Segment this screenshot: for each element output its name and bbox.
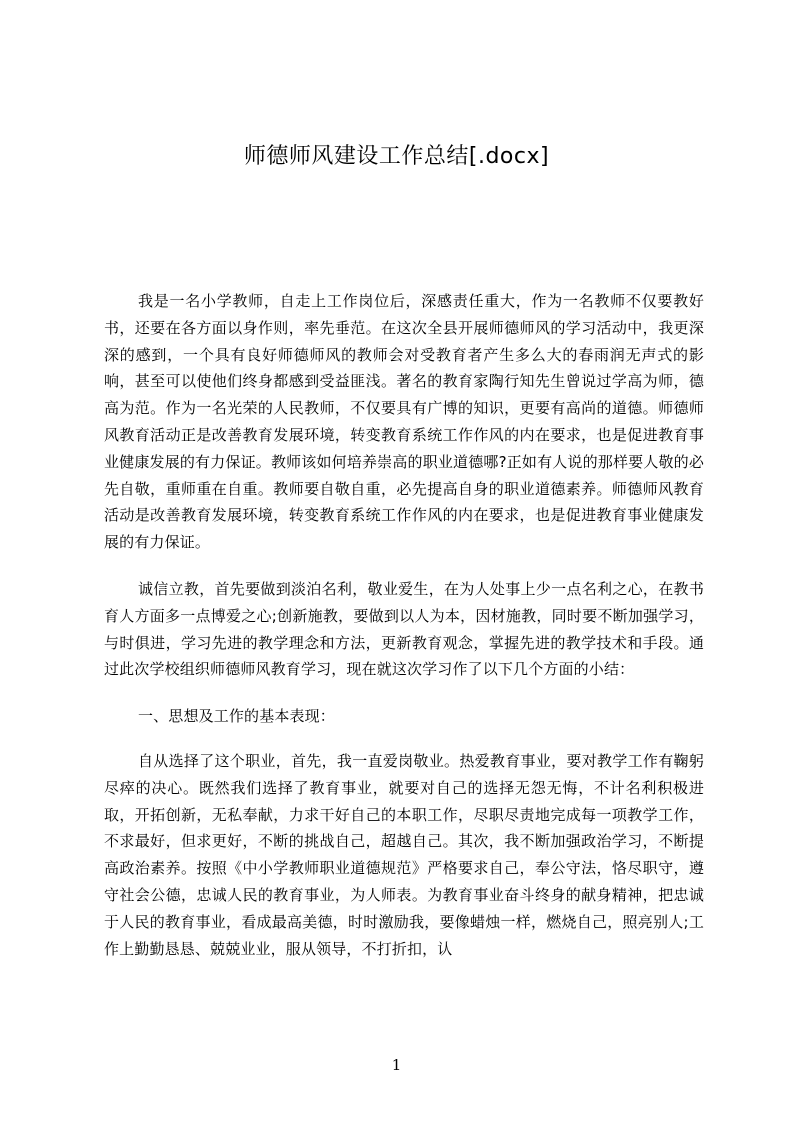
section-heading-basic-performance: 一、思想及工作的基本表现： [138, 707, 335, 726]
paragraph-integrity-teaching: 诚信立教，首先要做到淡泊名利，敬业爱生，在为人处事上少一点名利之心，在教书育人方面多一点博爱之心;创新施教，要做到以人为本，因材施教，同时要不断加强学习，与时俱进，学习先进的教学理念和方法，更新教育观念，掌握先进的教学技术和手段。通过此次学校组织师德师风教育学习，现在就这次学习作了以下几个方面的小结： [104, 579, 704, 679]
page-number: 1 [391, 1056, 402, 1074]
paragraph-dedication: 自从选择了这个职业，首先，我一直爱岗敬业。热爱教育事业，要对教学工作有鞠躬尽瘁的决心。既然我们选择了教育事业，就要对自己的选择无怨无悔，不计名利积极进取，开拓创新，无私奉献，力求干好自己的本职工作，尽职尽责地完成每一项教学工作，不求最好，但求更好，不断的挑战自己，超越自己。其次，我不断加强政治学习，不断提高政治素养。按照《中小学教师职业道德规范》严格要求自己，奉公守法，恪尽职守，遵守社会公德，忠诚人民的教育事业，为人师表。为教育事业奋斗终身的献身精神，把忠诚于人民的教育事业，看成最高美德，时时激励我，要像蜡烛一样，燃烧自己，照亮别人;工作上勤勤恳恳、兢兢业业，服从领导，不打折扣，认 [104, 751, 704, 958]
document-title: 师德师风建设工作总结[.docx] [243, 144, 550, 169]
paragraph-intro: 我是一名小学教师，自走上工作岗位后，深感责任重大，作为一名教师不仅要教好书，还要在各方面以身作则，率先垂范。在这次全县开展师德师风的学习活动中，我更深深的感到，一个具有良好师德师风的教师会对受教育者产生多么大的春雨润无声式的影响，甚至可以使他们终身都感到受益匪浅。著名的教育家陶行知先生曾说过学高为师，德高为范。作为一名光荣的人民教师，不仅要具有广博的知识，更要有高尚的道德。师德师风教育活动正是改善教育发展环境，转变教育系统工作作风的内在要求，也是促进教育事业健康发展的有力保证。教师该如何培养崇高的职业道德哪?正如有人说的那样要人敬的必先自敬，重师重在自重。教师要自敬自重，必先提高自身的职业道德素养。师德师风教育活动是改善教育发展环境，转变教育系统工作作风的内在要求，也是促进教育事业健康发展的有力保证。 [104, 292, 704, 552]
document-body [104, 288, 704, 982]
